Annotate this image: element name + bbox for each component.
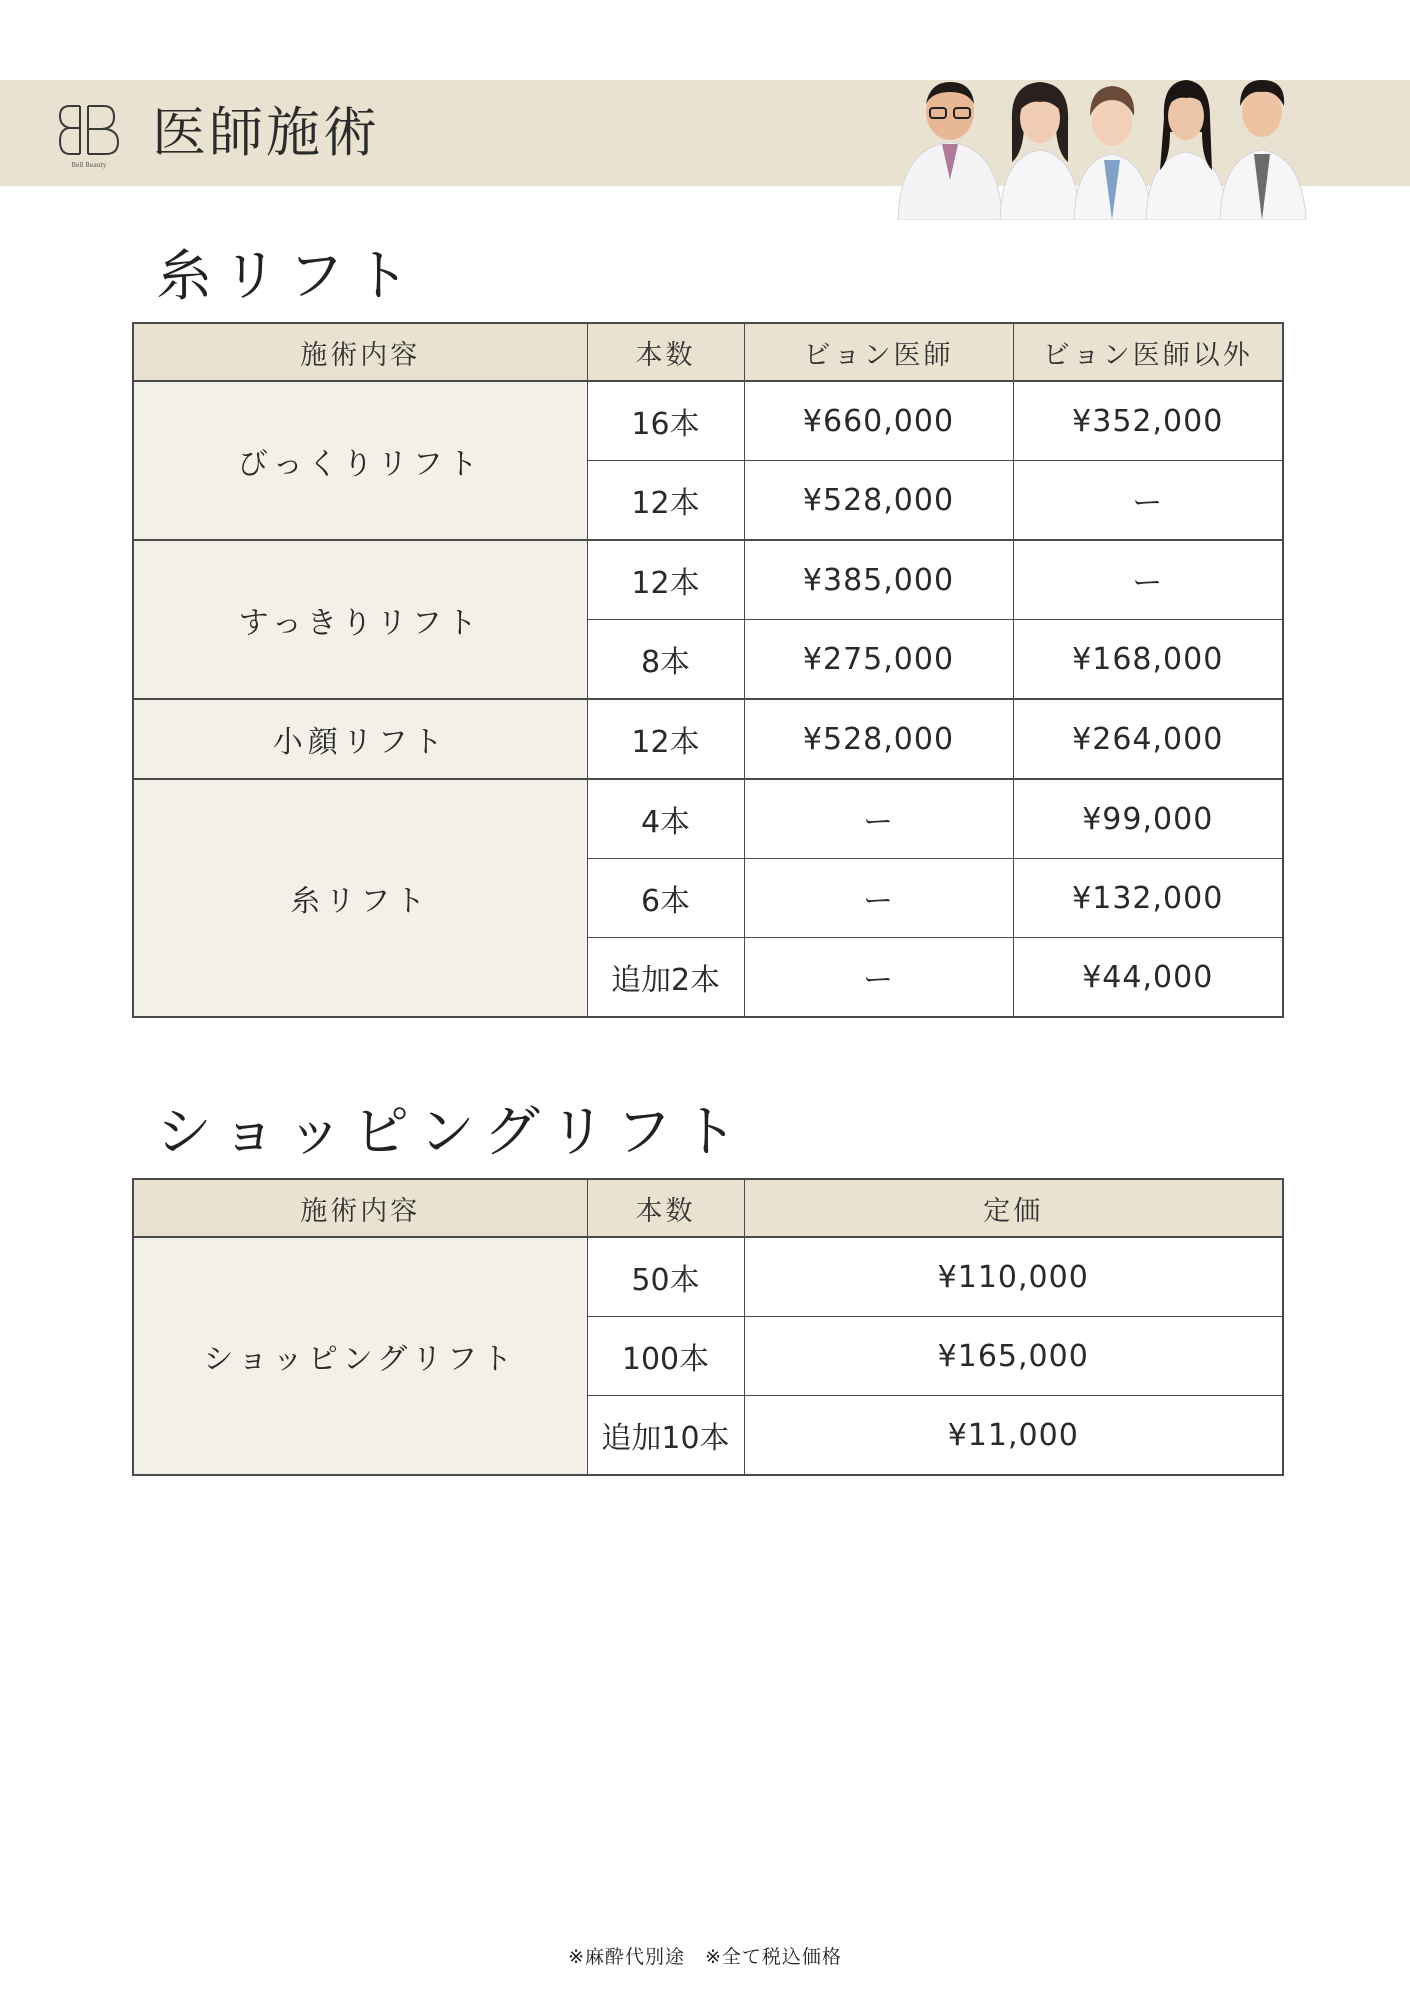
list-price: ¥165,000 [744, 1317, 1283, 1396]
treatment-name: ショッピングリフト [133, 1237, 587, 1475]
price-other: ¥132,000 [1013, 859, 1283, 938]
col-header-count: 本数 [587, 1179, 744, 1237]
doctor-5 [1220, 80, 1306, 220]
price-byun: ¥528,000 [744, 461, 1013, 541]
table-row [133, 1237, 1283, 1317]
thread-count: 追加2本 [587, 938, 744, 1018]
table-row [133, 779, 1283, 859]
col-header-other: ビョン医師以外 [1013, 323, 1283, 381]
price-byun: ¥275,000 [744, 620, 1013, 700]
table-header-row [133, 323, 1283, 381]
treatment-name: 糸リフト [133, 779, 587, 1017]
thread-count: 50本 [587, 1237, 744, 1317]
col-header-list-price: 定価 [744, 1179, 1283, 1237]
price-other: ー [1013, 540, 1283, 620]
table-row [133, 381, 1283, 461]
thread-count: 追加10本 [587, 1396, 744, 1476]
thread-lift-table [132, 322, 1284, 1018]
list-price: ¥11,000 [744, 1396, 1283, 1476]
price-other: ¥99,000 [1013, 779, 1283, 859]
treatment-name: すっきりリフト [133, 540, 587, 699]
table-row [133, 540, 1283, 620]
treatment-name: 小顔リフト [133, 699, 587, 779]
price-other: ¥168,000 [1013, 620, 1283, 700]
treatment-name: びっくりリフト [133, 381, 587, 540]
doctor-3 [1074, 86, 1152, 220]
price-byun: ー [744, 859, 1013, 938]
col-header-byun: ビョン医師 [744, 323, 1013, 381]
page-title: 医師施術 [152, 101, 380, 164]
doctors-photo [890, 70, 1320, 220]
thread-count: 100本 [587, 1317, 744, 1396]
table-header-row [133, 1179, 1283, 1237]
shopping-lift-table [132, 1178, 1284, 1476]
thread-count: 6本 [587, 859, 744, 938]
doctor-4 [1146, 80, 1228, 220]
thread-count: 16本 [587, 381, 744, 461]
price-other: ¥264,000 [1013, 699, 1283, 779]
thread-count: 12本 [587, 540, 744, 620]
doctor-2 [1000, 82, 1080, 220]
table-row [133, 699, 1283, 779]
doctor-1 [898, 82, 1002, 220]
brand-logo [58, 100, 120, 170]
thread-count: 12本 [587, 699, 744, 779]
price-other: ー [1013, 461, 1283, 541]
price-byun: ー [744, 938, 1013, 1018]
col-header-treatment: 施術内容 [133, 1179, 587, 1237]
thread-count: 12本 [587, 461, 744, 541]
col-header-treatment: 施術内容 [133, 323, 587, 381]
price-other: ¥44,000 [1013, 938, 1283, 1018]
price-byun: ー [744, 779, 1013, 859]
section-title-thread-lift: 糸リフト [156, 244, 420, 309]
price-byun: ¥528,000 [744, 699, 1013, 779]
thread-count: 8本 [587, 620, 744, 700]
thread-count: 4本 [587, 779, 744, 859]
section-title-shopping-lift: ショッピングリフト [156, 1100, 748, 1165]
list-price: ¥110,000 [744, 1237, 1283, 1317]
price-other: ¥352,000 [1013, 381, 1283, 461]
price-byun: ¥385,000 [744, 540, 1013, 620]
logo-wordmark: Bell Beauty [71, 162, 107, 169]
col-header-count: 本数 [587, 323, 744, 381]
footer-note: ※麻酔代別途 ※全て税込価格 [568, 1946, 842, 1968]
price-byun: ¥660,000 [744, 381, 1013, 461]
